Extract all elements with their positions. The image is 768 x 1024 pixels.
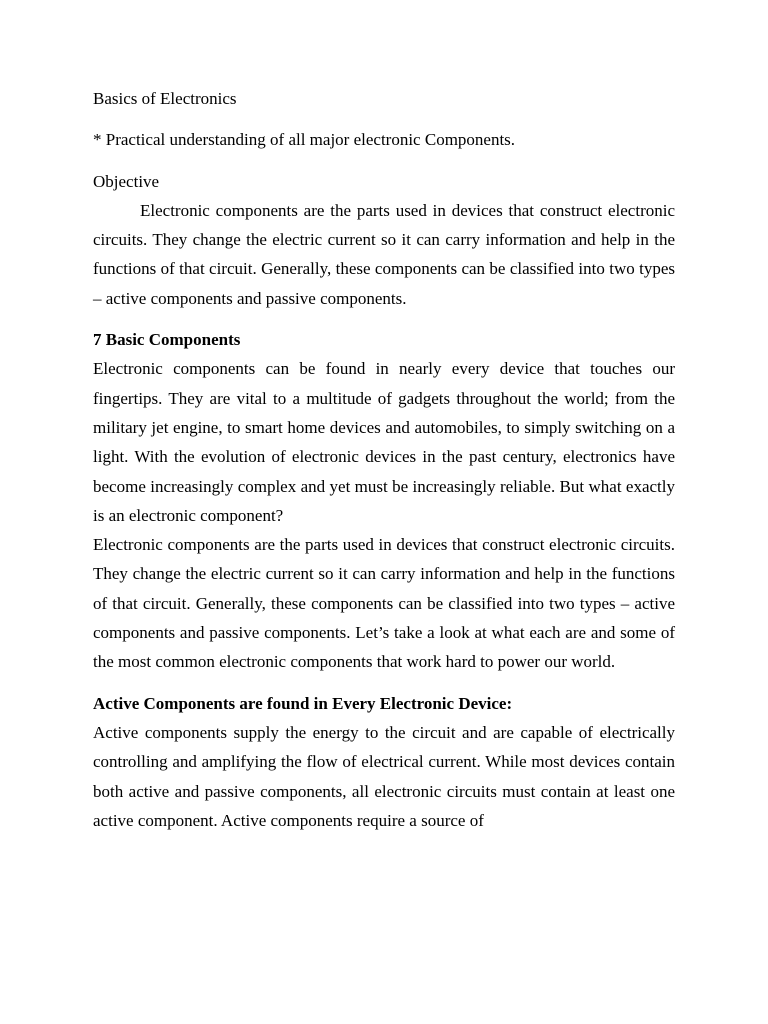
components-paragraph: Electronic components are the parts used in devices that construct electronic circuits. They change the electric current so it can carry information and help in the functions of that circuit. Generally, these components can be classified into two types – active components and passive components. Let’s take a look at what each are and some of the most common electronic components that work hard to power our world. bbox=[93, 535, 675, 672]
basic-components-heading: 7 Basic Components bbox=[93, 330, 241, 350]
active-components-heading: Active Components are found in Every Electronic Device: bbox=[93, 693, 513, 713]
active-components-paragraph: Active components supply the energy to the circuit and are capable of electrically controlling and amplifying the flow of electrical current. While most devices contain both active and passive components, all electronic circuits must contain at least one active component. Active components require a source of bbox=[93, 722, 675, 830]
document-page bbox=[93, 84, 675, 835]
objective-paragraph: Electronic components are the parts used in devices that construct electronic circuits. They change the electric current so it can carry information and help in the functions of that circuit. Generally, these components can be classified into two types – active components and passive components. bbox=[93, 200, 675, 308]
objective-label: Objective bbox=[93, 171, 160, 191]
document-subtitle: * Practical understanding of all major electronic Components. bbox=[93, 130, 516, 150]
intro-paragraph: Electronic components can be found in nearly every device that touches our fingertips. They are vital to a multitude of gadgets throughout the world; from the military jet engine, to smart home devices and automobiles, to simply switching on a light. With the evolution of electronic devices in the past century, electronics have become increasingly complex and yet must be increasingly reliable. But what exactly is an electronic component? bbox=[93, 359, 675, 525]
document-title: Basics of Electronics bbox=[93, 89, 237, 108]
